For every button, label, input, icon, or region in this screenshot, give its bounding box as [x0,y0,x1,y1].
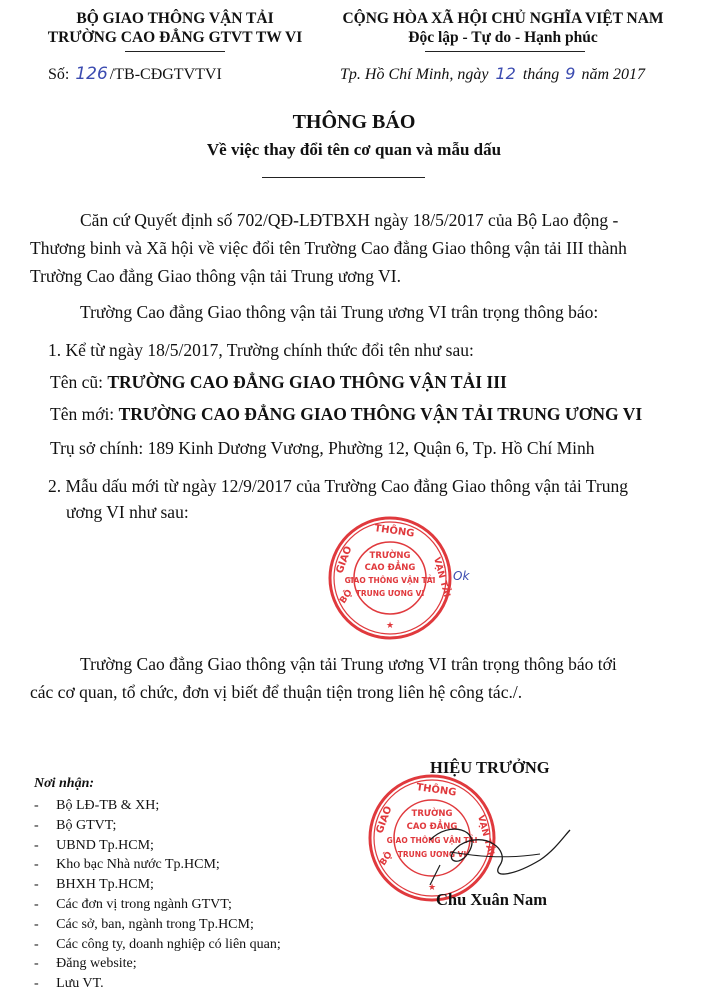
seal-sample [322,512,458,642]
place-date [340,64,645,84]
seal-ring-bottom: BỘ [338,588,355,606]
seal-ring-right: VẬN TẢI [431,556,452,599]
list-item-1: 1. Kể từ ngày 18/5/2017, Trường chính thức đổi tên như sau: [48,340,474,360]
seal-center-2: CAO ĐẲNG [364,563,416,573]
seal-star: ★ [385,621,395,631]
seal-ring-left: GIAO [334,544,355,576]
page-title: THÔNG BÁO [292,111,416,133]
seal-center-3: GIAO THÔNG VẬN TẢI [344,576,436,585]
org-line2: TRƯỜNG CAO ĐẲNG GTVT TW VI [47,29,303,46]
date-year: năm 2017 [581,66,646,83]
old-name-label: Tên cũ: [50,372,108,392]
recipient-item: - BHXH Tp.HCM; [34,877,154,893]
old-name: TRƯỜNG CAO ĐẲNG GIAO THÔNG VẬN TẢI III [107,372,507,392]
closing-line2: các cơ quan, tổ chức, đơn vị biết để thuận tiện trong liên hệ công tác./. [30,682,523,702]
list-item-2-line2: ương VI như sau: [66,502,189,522]
signature-title: HIỆU TRƯỞNG [430,758,550,777]
org-underline [125,51,225,52]
seal-center-1: TRƯỜNG [369,551,411,561]
page-subtitle: Về việc thay đổi tên cơ quan và mẫu dấu [206,140,502,159]
date-month: 9 [565,64,576,83]
sig-seal-star: ★ [427,883,437,893]
sig-seal-ring-bottom: BỘ [378,850,395,868]
signer-name: Chu Xuân Nam [436,890,547,909]
nation-line1: CỘNG HÒA XÃ HỘI CHỦ NGHĨA VIỆT NAM [342,10,664,27]
sig-seal-center-4: TRUNG ƯƠNG VI [397,850,467,859]
seal-center-4: TRUNG ƯƠNG VI [355,589,425,598]
para1-line1: Căn cứ Quyết định số 702/QĐ-LĐTBXH ngày 18/5/2017 của Bộ Lao động - [80,210,619,230]
para1-line2: Thương binh và Xã hội về việc đổi tên Trường Cao đẳng Giao thông vận tải III thành [30,238,627,258]
date-month-label: tháng [522,66,560,83]
sig-seal-ring-top: THÔNG [415,782,458,799]
recipient-item: - Các đơn vị trong ngành GTVT; [34,896,232,912]
org-line1: BỘ GIAO THÔNG VẬN TẢI [76,10,274,27]
date-day: 12 [495,64,516,83]
sig-seal-center-1: TRƯỜNG [411,809,453,819]
nation-line2: Độc lập - Tự do - Hạnh phúc [408,29,598,46]
handwritten-signature [390,790,590,900]
number-prefix: Số: [48,66,70,83]
recipient-item: - Bộ GTVT; [34,817,117,833]
place-date-prefix: Tp. Hồ Chí Minh, ngày [340,66,489,83]
seal-ring-top: THÔNG [373,523,416,540]
para2: Trường Cao đẳng Giao thông vận tải Trung ương VI trân trọng thông báo: [80,302,599,322]
old-name-line [50,372,507,393]
recipient-item: - Các sở, ban, ngành trong Tp.HCM; [34,916,254,932]
title-underline [262,177,425,178]
recipient-item: - Kho bạc Nhà nước Tp.HCM; [34,857,220,873]
nation-underline [425,51,585,52]
recipients-heading: Nơi nhận: [34,776,95,791]
number-handwritten: 126 [75,64,108,84]
seal-hand-mark: Ok [453,569,470,583]
sig-seal-center-2: CAO ĐẲNG [406,822,458,832]
recipients-list [34,796,281,994]
document-number [48,64,222,84]
recipient-item: - Các công ty, doanh nghiệp có liên quan; [34,936,281,952]
sig-seal-ring-right: VẬN TẢI [475,814,496,857]
recipient-item: - Đăng website; [34,956,137,972]
recipient-item: - Bộ LĐ-TB & XH; [34,798,160,813]
sig-seal-center-3: GIAO THÔNG VẬN TẢI [386,836,478,845]
new-name: TRƯỜNG CAO ĐẲNG GIAO THÔNG VẬN TẢI TRUNG ƯƠNG VI [118,404,643,424]
list-item-2-line1: 2. Mẫu dấu mới từ ngày 12/9/2017 của Trường Cao đẳng Giao thông vận tải Trung [48,476,628,496]
recipient-item: - UBND Tp.HCM; [34,837,154,853]
sig-seal-ring-left: GIAO [374,804,395,836]
new-name-label: Tên mới: [50,404,119,424]
number-suffix: /TB-CĐGTVTVI [109,66,222,83]
closing-line1: Trường Cao đẳng Giao thông vận tải Trung ương VI trân trọng thông báo tới [80,654,617,674]
recipient-item: - Lưu VT. [34,976,104,992]
address-line: Trụ sở chính: 189 Kinh Dương Vương, Phường 12, Quận 6, Tp. Hồ Chí Minh [50,438,595,458]
para1-line3: Trường Cao đẳng Giao thông vận tải Trung ương VI. [30,266,401,286]
new-name-line [50,404,642,425]
